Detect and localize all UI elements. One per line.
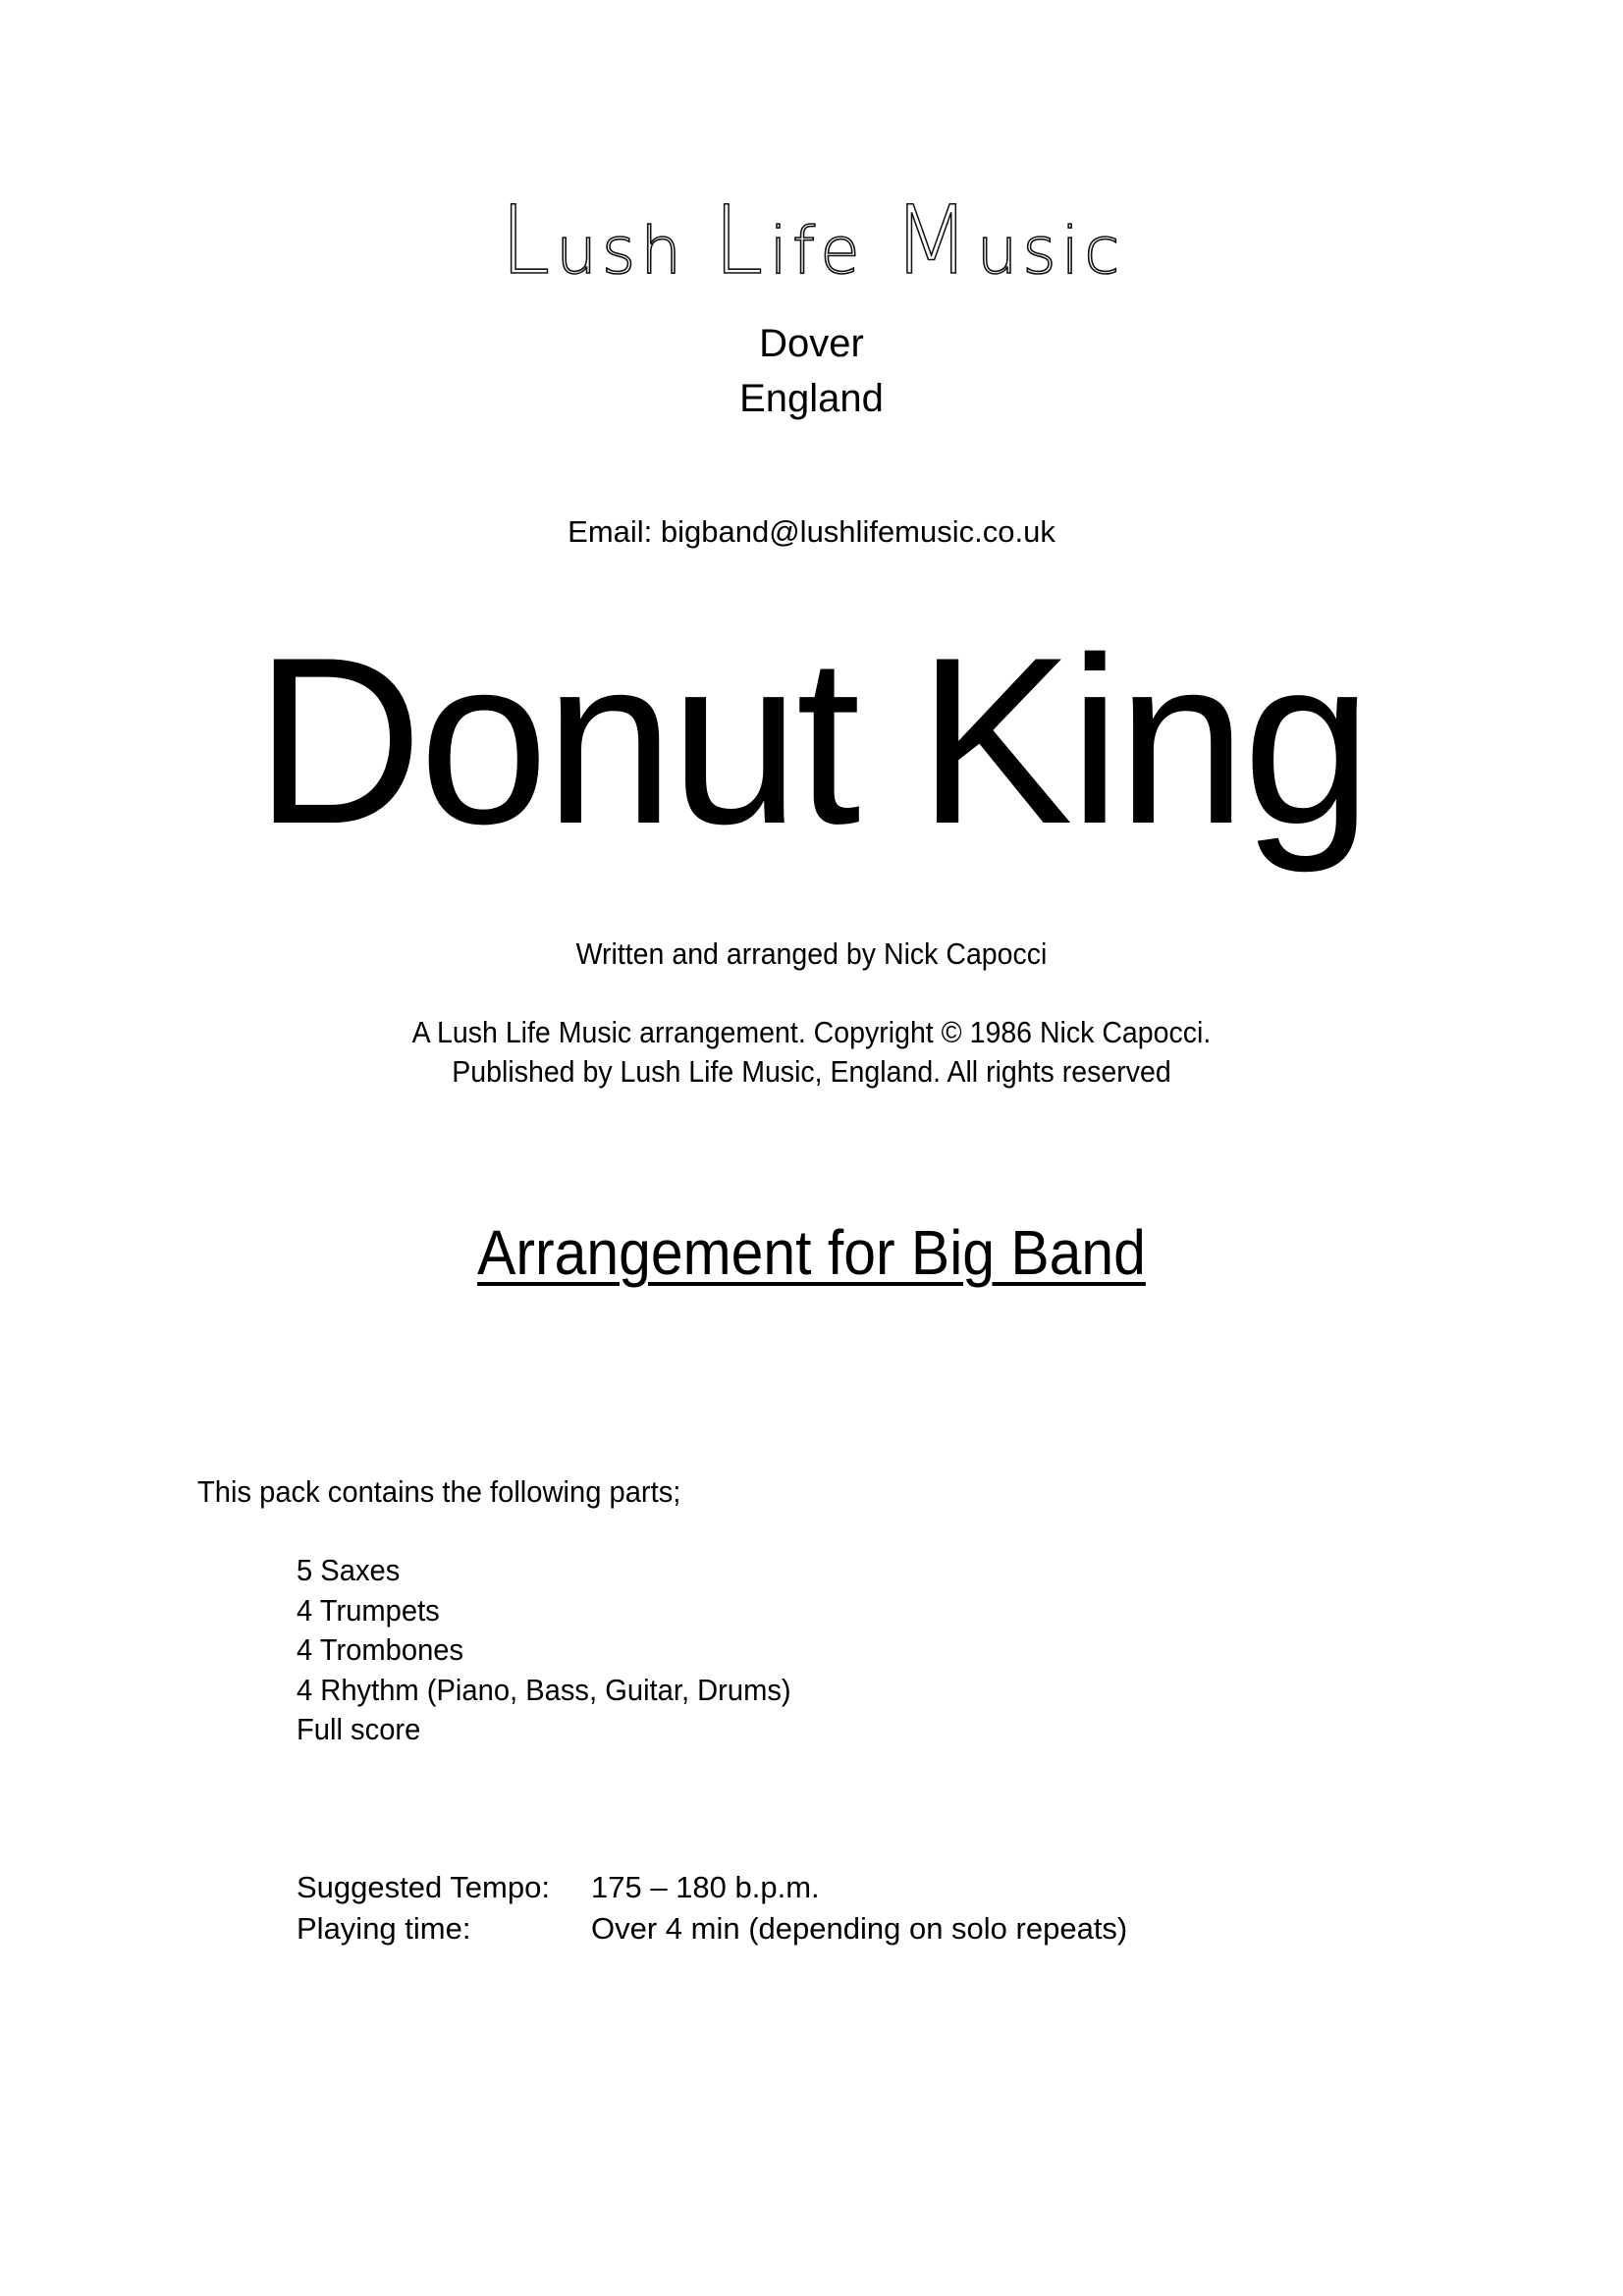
logo-letter: M xyxy=(892,186,975,295)
logo-text: usic xyxy=(976,213,1125,289)
copyright-line-1: A Lush Life Music arrangement. Copyright © 1986 Nick Capocci. xyxy=(411,1015,1212,1049)
parts-list-item: 4 Trombones xyxy=(297,1632,464,1667)
publisher-logo xyxy=(0,186,1623,295)
piece-title: Donut King xyxy=(254,609,1369,874)
logo-text: ush xyxy=(556,213,687,289)
logo-text: ife xyxy=(769,213,865,289)
parts-intro: This pack contains the following parts; xyxy=(197,1474,681,1509)
parts-list-item: 5 Saxes xyxy=(297,1553,401,1587)
performance-info xyxy=(297,1867,1127,1949)
playing-time-label: Playing time: xyxy=(297,1911,471,1946)
publisher-country: England xyxy=(739,377,884,420)
logo-letter: L xyxy=(500,186,555,295)
composer-credit: Written and arranged by Nick Capocci xyxy=(575,936,1048,971)
arrangement-heading xyxy=(65,1215,1558,1290)
parts-list-item: Full score xyxy=(297,1712,421,1746)
copyright-line-2: Published by Lush Life Music, England. All rights reserved xyxy=(452,1054,1171,1089)
parts-list-item: 4 Rhythm (Piano, Bass, Guitar, Drums) xyxy=(297,1672,791,1707)
playing-time-value: Over 4 min (depending on solo repeats) xyxy=(591,1911,1128,1946)
parts-list-item: 4 Trumpets xyxy=(297,1592,440,1628)
publisher-email: Email: bigband@lushlifemusic.co.uk xyxy=(568,514,1055,549)
tempo-label: Suggested Tempo: xyxy=(297,1870,550,1904)
tempo-value: 175 – 180 b.p.m. xyxy=(591,1870,820,1904)
tempo-row xyxy=(297,1867,1127,1908)
playing-time-row xyxy=(297,1908,1127,1949)
publisher-city: Dover xyxy=(759,322,864,365)
arrangement-heading-text: Arrangement for Big Band xyxy=(477,1217,1146,1288)
logo-letter: L xyxy=(713,186,769,295)
parts-list xyxy=(297,1551,823,1750)
